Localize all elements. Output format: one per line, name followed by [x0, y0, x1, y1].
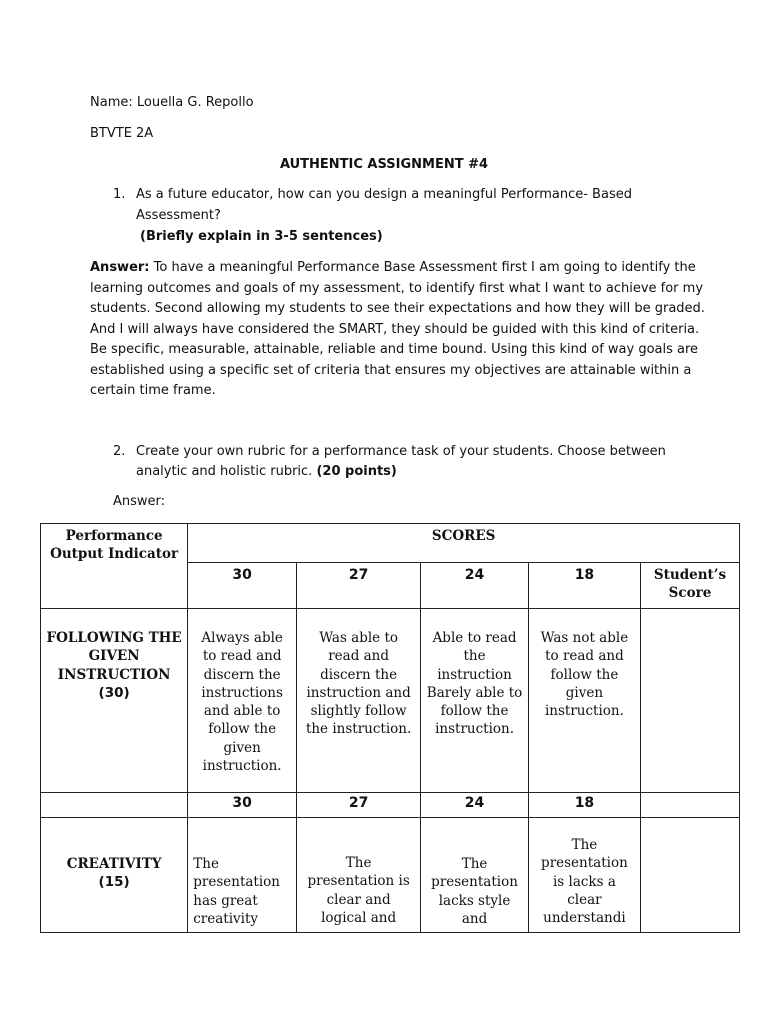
- descriptor-cell: The presentation lacks style and: [421, 818, 529, 933]
- answer-1-line: learning outcomes and goals of my assessment, to identify first what I want to achieve for my: [90, 280, 704, 296]
- answer-1-line: certain time frame.: [90, 383, 216, 398]
- student-score-cell: [640, 609, 739, 793]
- indicator-points: (15): [98, 874, 130, 891]
- question-1-number: 1.: [113, 187, 126, 202]
- answer-1-line: [90, 258, 696, 279]
- question-2-line-2: [136, 462, 397, 482]
- score-level: 27: [297, 793, 421, 818]
- student-score-cell: [640, 818, 739, 933]
- rubric-table: [40, 523, 740, 933]
- empty-cell: [41, 793, 188, 818]
- indicator-cell: [41, 818, 188, 933]
- answer-1-line: established using a specific set of criteria that ensures my objectives are attainable within a: [90, 362, 692, 378]
- question-2-line-2-text: analytic and holistic rubric.: [136, 464, 317, 479]
- score-level: 18: [528, 562, 640, 608]
- score-levels-row: [41, 793, 740, 818]
- score-level: 24: [421, 793, 529, 818]
- question-1-instruction: (Briefly explain in 3-5 sentences): [140, 229, 383, 244]
- descriptor-cell: Able to read the instruction Barely able to follow the instruction.: [421, 609, 529, 793]
- indicator-name: FOLLOWING THE GIVEN INSTRUCTION: [46, 630, 182, 683]
- question-2-points: (20 points): [316, 464, 397, 479]
- rubric-row: [41, 818, 740, 933]
- student-section: BTVTE 2A: [90, 126, 154, 141]
- rubric-header-row: [41, 524, 740, 563]
- rubric-row: [41, 609, 740, 793]
- question-2-line-1: Create your own rubric for a performance task of your students. Choose between: [136, 444, 666, 459]
- score-level: 27: [297, 562, 421, 608]
- answer-1-line: And I will always have considered the SMART, they should be guided with this kind of criteria.: [90, 321, 700, 337]
- descriptor-cell: Was able to read and discern the instruction and slightly follow the instruction.: [297, 609, 421, 793]
- descriptor-cell: Always able to read and discern the instructions and able to follow the given instruction.: [188, 609, 297, 793]
- student-name: Name: Louella G. Repollo: [90, 95, 254, 110]
- score-level: 18: [528, 793, 640, 818]
- descriptor-cell: The presentation is lacks a clear understandi: [528, 818, 640, 933]
- descriptor-cell: Was not able to read and follow the given instruction.: [528, 609, 640, 793]
- indicator-name: CREATIVITY: [66, 856, 162, 872]
- student-score-header: Student’s Score: [640, 562, 739, 608]
- assignment-title: AUTHENTIC ASSIGNMENT #4: [279, 157, 489, 172]
- answer-1-line: Be specific, measurable, attainable, reliable and time bound. Using this kind of way goals are: [90, 342, 699, 357]
- question-1-line-2: Assessment?: [136, 208, 221, 223]
- question-1-line-1: As a future educator, how can you design a meaningful Performance- Based: [136, 187, 632, 202]
- score-level: 30: [188, 562, 297, 608]
- answer-1-text: To have a meaningful Performance Base Assessment first I am going to identify the: [149, 260, 696, 275]
- answer-2-label: Answer:: [113, 494, 166, 509]
- indicator-points: (30): [98, 684, 130, 701]
- answer-1-line: students. Second allowing my students to see their expectations and how they will be graded.: [90, 301, 705, 316]
- descriptor-cell: The presentation is clear and logical and: [297, 818, 421, 933]
- score-level: 30: [188, 793, 297, 818]
- empty-cell: [640, 793, 739, 818]
- indicator-cell: [41, 609, 188, 793]
- scores-header: SCORES: [188, 524, 740, 563]
- answer-1-paragraph: [90, 258, 705, 402]
- score-level: 24: [421, 562, 529, 608]
- question-2-number: 2.: [113, 444, 126, 459]
- indicator-header: Performance Output Indicator: [41, 524, 188, 609]
- descriptor-cell: The presentation has great creativity: [188, 818, 297, 933]
- answer-1-label: Answer:: [90, 260, 150, 275]
